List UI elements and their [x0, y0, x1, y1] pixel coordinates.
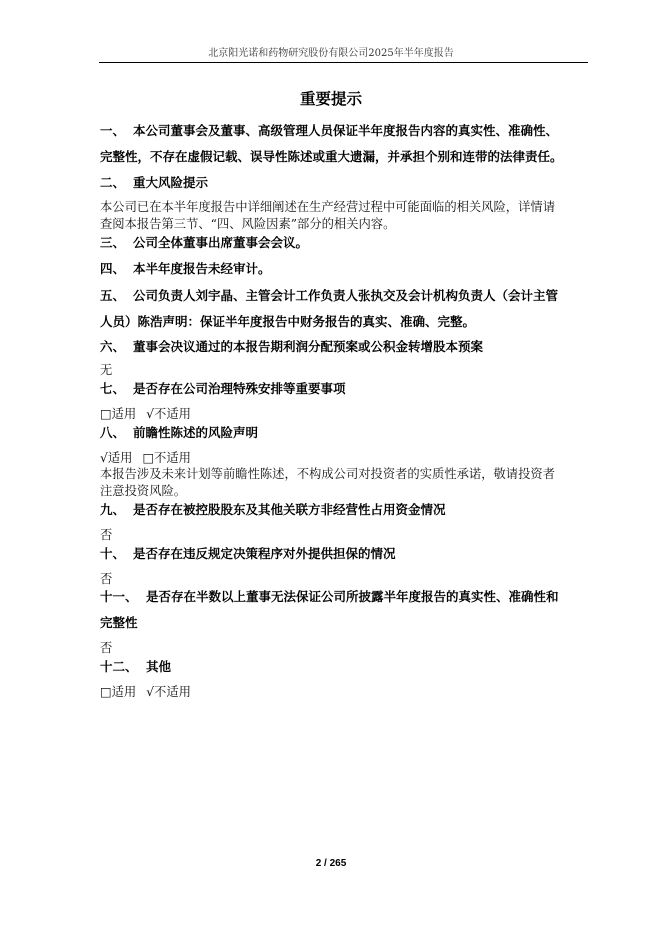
- item-1-number: 一、: [100, 123, 126, 138]
- page-header: 北京阳光诺和药物研究股份有限公司2025年半年度报告: [208, 48, 454, 59]
- item-2-body-2: 查阅本报告第三节、“四、风险因素”部分的相关内容。: [100, 217, 396, 231]
- item-11-answer: 否: [100, 641, 113, 655]
- item-11-line-1: [100, 589, 592, 605]
- item-12-heading: [100, 659, 592, 675]
- item-9-heading-text: 是否存在被控股股东及其他关联方非经营性占用资金情况: [133, 502, 446, 517]
- item-9-number: 九、: [100, 502, 126, 517]
- item-1-text-1: 本公司董事会及董事、高级管理人员保证半年度报告内容的真实性、准确性、: [133, 123, 559, 138]
- item-4-heading-text: 本半年度报告未经审计。: [133, 261, 271, 276]
- item-7-heading-text: 是否存在公司治理特殊安排等重要事项: [133, 381, 346, 396]
- item-12-option-applicable: □适用: [100, 685, 137, 699]
- item-10-heading: [100, 546, 592, 562]
- item-12-options: [100, 684, 592, 700]
- item-3-heading-text: 公司全体董事出席董事会会议。: [133, 235, 309, 250]
- item-3-heading: [100, 235, 592, 251]
- item-2-number: 二、: [100, 175, 126, 190]
- item-8-options: [100, 450, 592, 466]
- item-12-option-not-applicable: √不适用: [146, 685, 191, 699]
- item-7-options: [100, 406, 592, 422]
- item-2-body-1: 本公司已在本半年度报告中详细阐述在生产经营过程中可能面临的相关风险，详情请: [100, 200, 555, 214]
- item-8-heading: [100, 425, 592, 441]
- page-number: 2 / 265: [315, 858, 347, 869]
- item-4-number: 四、: [100, 261, 126, 276]
- item-8-heading-text: 前瞻性陈述的风险声明: [133, 425, 259, 440]
- item-8-number: 八、: [100, 425, 126, 440]
- page-title: 重要提示: [299, 89, 362, 108]
- item-1-line-1: [100, 123, 592, 139]
- item-7-option-not-applicable: √不适用: [146, 407, 191, 421]
- item-11-line-2: 完整性: [100, 615, 138, 630]
- item-5-line-2: 人员）陈浩声明：保证半年度报告中财务报告的真实、准确、完整。: [100, 314, 476, 329]
- item-2-heading: [100, 175, 592, 191]
- item-10-number: 十、: [100, 546, 126, 561]
- item-11-number: 十一、: [100, 589, 138, 604]
- item-5-text-1: 公司负责人刘宇晶、主管会计工作负责人张执交及会计机构负责人（会计主管: [133, 288, 559, 303]
- item-10-heading-text: 是否存在违反规定决策程序对外提供担保的情况: [133, 546, 396, 561]
- item-10-answer: 否: [100, 572, 113, 586]
- item-6-heading: [100, 339, 592, 355]
- item-6-heading-text: 董事会决议通过的本报告期利润分配预案或公积金转增股本预案: [133, 339, 484, 354]
- item-5-number: 五、: [100, 288, 126, 303]
- item-5-line-1: [100, 288, 592, 304]
- item-3-number: 三、: [100, 235, 126, 250]
- item-1-line-2: 完整性，不存在虚假记载、误导性陈述或重大遗漏，并承担个别和连带的法律责任。: [100, 149, 563, 164]
- item-6-answer: 无: [100, 363, 113, 377]
- item-7-number: 七、: [100, 381, 126, 396]
- item-12-number: 十二、: [100, 659, 138, 674]
- item-8-body-2: 注意投资风险。: [100, 484, 187, 498]
- item-4-heading: [100, 261, 592, 277]
- item-12-heading-text: 其他: [146, 659, 172, 674]
- item-7-option-applicable: □适用: [100, 407, 137, 421]
- header-rule: [99, 62, 588, 63]
- item-2-heading-text: 重大风险提示: [133, 175, 209, 190]
- item-8-option-not-applicable: □不适用: [142, 451, 191, 465]
- item-7-heading: [100, 381, 592, 397]
- item-9-answer: 否: [100, 528, 113, 542]
- item-9-heading: [100, 502, 592, 518]
- item-6-number: 六、: [100, 339, 126, 354]
- item-11-text-1: 是否存在半数以上董事无法保证公司所披露半年度报告的真实性、准确性和: [146, 589, 559, 604]
- item-8-body-1: 本报告涉及未来计划等前瞻性陈述，不构成公司对投资者的实质性承诺，敬请投资者: [100, 467, 555, 481]
- item-8-option-applicable: √适用: [100, 451, 133, 465]
